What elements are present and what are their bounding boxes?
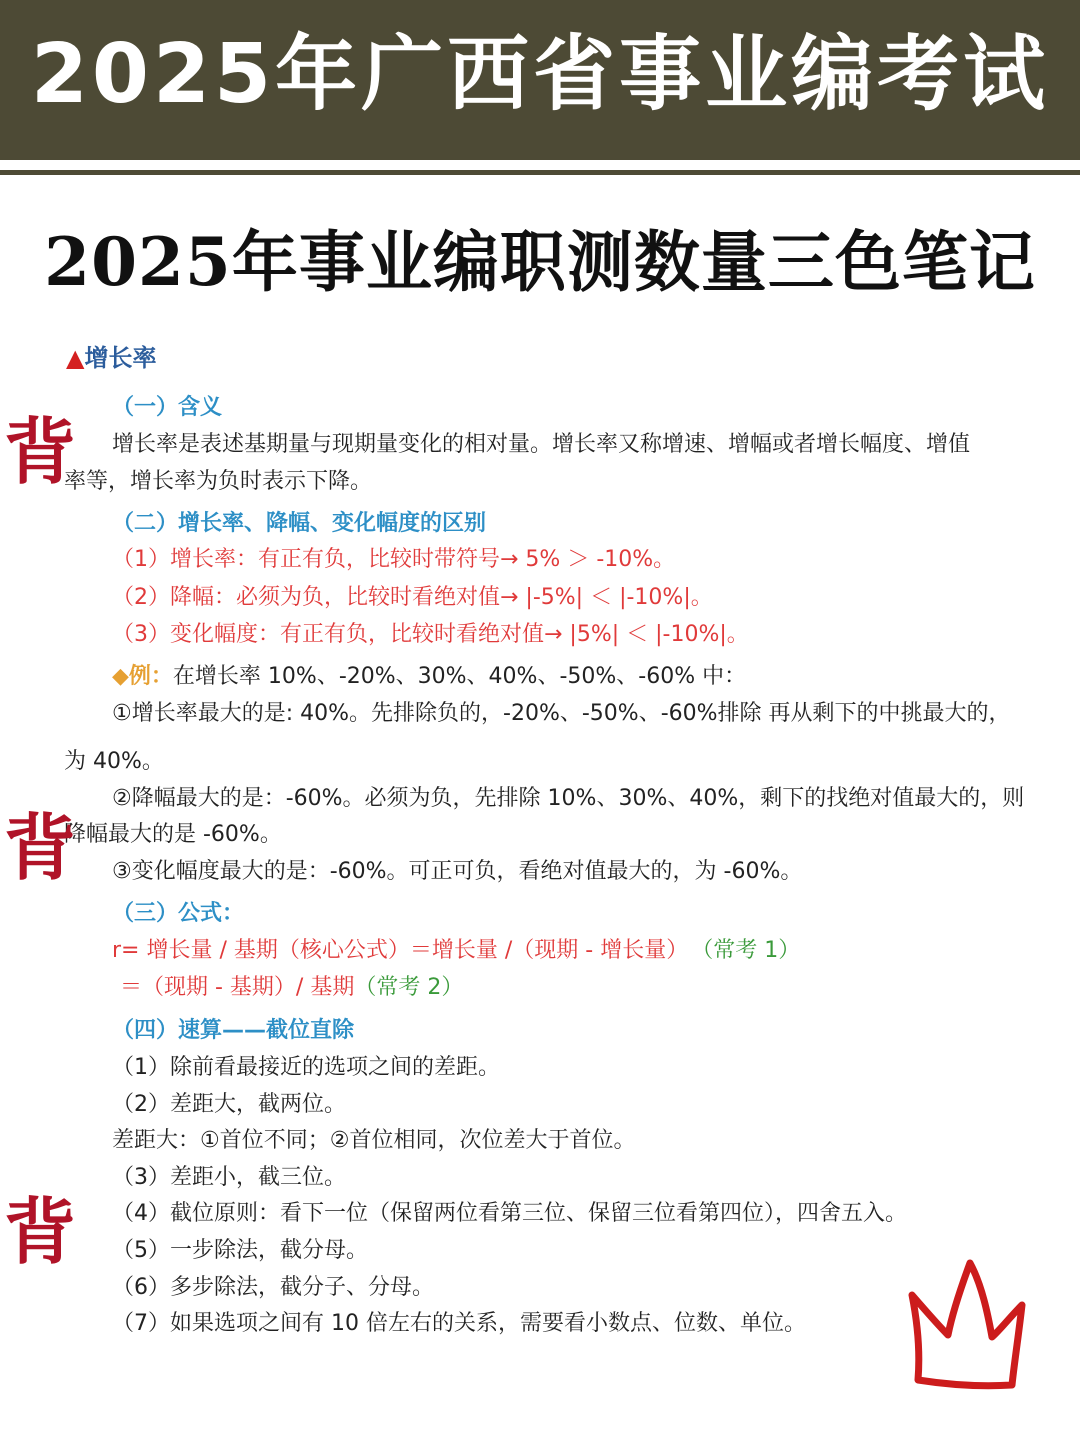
section-2-item-2: （2）降幅：必须为负，比较时看绝对值→ |-5%| ＜ |-10%|。 — [112, 585, 713, 610]
example-label: ◆例： — [112, 664, 173, 689]
section-2-item-1: （1）增长率：有正有负，比较时带符号→ 5% ＞ -10%。 — [112, 547, 676, 572]
page-title: 2025年事业编职测数量三色笔记 — [44, 223, 1036, 301]
formula-2-note: （常考 2） — [354, 975, 464, 1000]
section-2-heading: （二）增长率、降幅、变化幅度的区别 — [112, 511, 487, 536]
banner-divider — [0, 170, 1080, 175]
example-2-line1: ②降幅最大的是：-60%。必须为负，先排除 10%、30%、40%，剩下的找绝对值最大的，则 — [112, 786, 1025, 811]
formula-1-note: （常考 1） — [702, 938, 801, 963]
section-1-text-line2: 率等，增长率为负时表示下降。 — [64, 469, 373, 494]
memorize-mark: 背 — [4, 805, 77, 890]
formula-2 — [120, 973, 463, 1003]
section-4-item: （7）如果选项之间有 10 倍左右的关系，需要看小数点、位数、单位。 — [112, 1311, 806, 1336]
section-4-item: （3）差距小，截三位。 — [112, 1165, 346, 1190]
crown-icon — [900, 1255, 1030, 1400]
section-4-item: （1）除前看最接近的选项之间的差距。 — [112, 1055, 500, 1080]
formula-1 — [112, 936, 800, 966]
memorize-mark: 背 — [4, 409, 77, 494]
memorize-mark: 背 — [4, 1189, 77, 1274]
section-2-item-3: （3）变化幅度：有正有负，比较时看绝对值→ |5%| ＜ |-10%|。 — [112, 622, 749, 647]
triangle-icon: ▲ — [66, 344, 85, 372]
section-4-item: （6）多步除法，截分子、分母。 — [112, 1275, 434, 1300]
banner-title: 2025年广西省事业编考试 — [30, 27, 1050, 122]
section-4-item: 差距大：①首位不同；②首位相同，次位差大于首位。 — [112, 1128, 636, 1153]
topic-title: 增长率 — [84, 344, 157, 372]
example-3: ③变化幅度最大的是：-60%。可正可负，看绝对值最大的，为 -60%。 — [112, 859, 803, 884]
topic-heading — [66, 343, 156, 373]
example-2-line2: 降幅最大的是 -60%。 — [64, 822, 282, 847]
example-1-line2: 为 40%。 — [64, 749, 164, 774]
section-3-heading: （三）公式： — [112, 901, 245, 926]
section-4-heading: （四）速算——截位直除 — [112, 1018, 355, 1043]
example-text: 在增长率 10%、-20%、30%、40%、-50%、-60% 中： — [172, 664, 747, 689]
section-4-item: （2）差距大，截两位。 — [112, 1092, 346, 1117]
section-4-item: （5）一步除法，截分母。 — [112, 1238, 368, 1263]
section-1-heading: （一）含义 — [112, 395, 223, 420]
section-1-text-line1: 增长率是表述基期量与现期量变化的相对量。增长率又称增速、增幅或者增长幅度、增值 — [112, 432, 971, 457]
example-1-line1: ①增长率最大的是: 40%。先排除负的，-20%、-50%、-60%排除 再从剩下的中挑最大的， — [112, 701, 1011, 726]
formula-2-text: ＝（现期 - 基期）/ 基期 — [120, 975, 355, 1000]
formula-1-text: r= 增长量 / 基期（核心公式）＝增长量 /（现期 - 增长量） — [112, 938, 689, 963]
example-intro — [112, 662, 746, 692]
section-4-item: （4）截位原则：看下一位（保留两位看第三位、保留三位看第四位），四舍五入。 — [112, 1201, 907, 1226]
